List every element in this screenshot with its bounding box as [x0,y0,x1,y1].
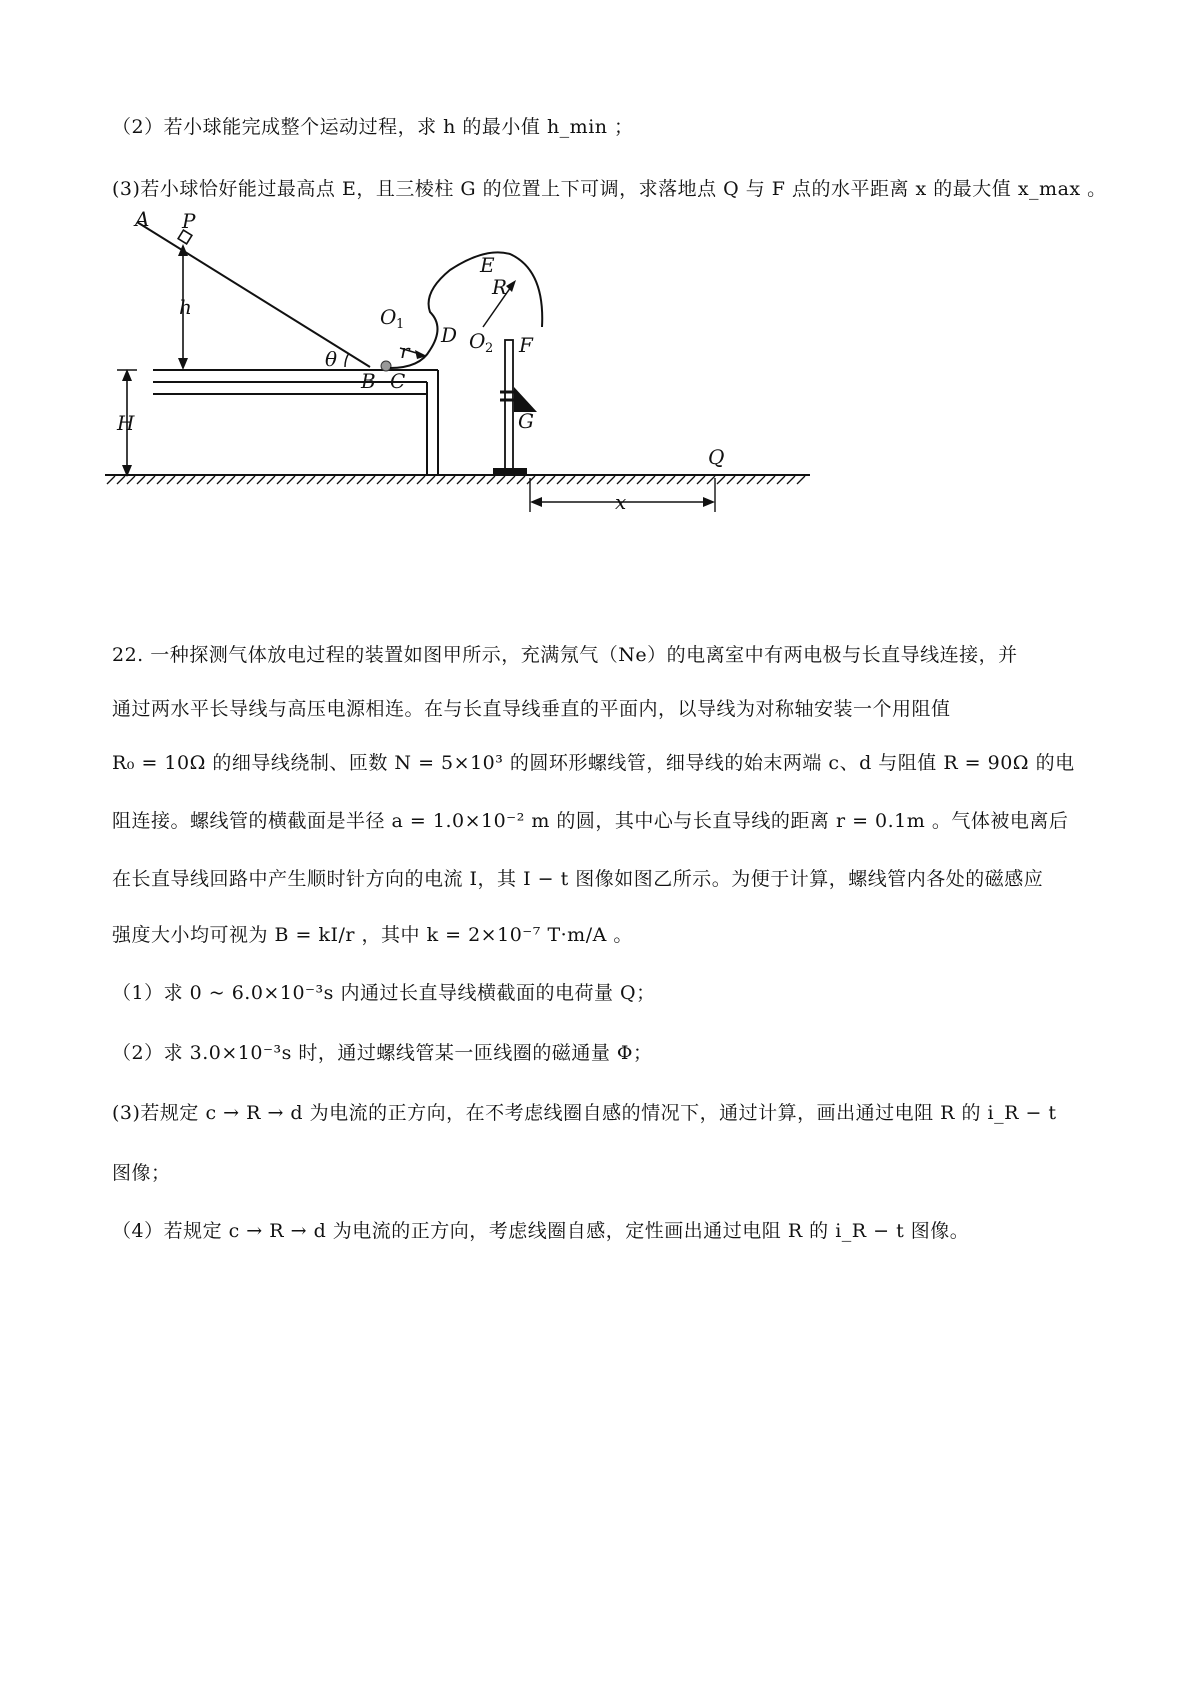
track-diagram [105,207,890,567]
label-f: F [519,333,533,357]
question-22-part-4: （4）若规定 c → R → d 为电流的正方向，考虑线圈自感，定性画出通过电阻 R 的 i_R − t 图像。 [112,1220,970,1242]
question-22-part-3: (3)若规定 c → R → d 为电流的正方向，在不考虑线圈自感的情况下，通过计算，画出通过电阻 R 的 i_R − t [112,1102,1057,1124]
label-g: G [518,409,534,433]
label-a: A [135,207,150,231]
label-r-large: R [492,275,508,299]
question-22-intro-5: 在长直导线回路中产生顺时针方向的电流 I，其 I − t 图像如图乙所示。为便于计算，螺线管内各处的磁感应 [112,868,1044,890]
label-o1: O [380,305,397,329]
question-21-part-3: (3)若小球恰好能过最高点 E，且三棱柱 G 的位置上下可调，求落地点 Q 与 F 点的水平距离 x 的最大值 x_max 。 [112,178,1107,200]
label-o2-sub: 2 [485,341,494,356]
pole-f [505,340,513,470]
question-22-part-3-cont: 图像； [112,1162,171,1184]
question-21-part-2: （2）若小球能完成整个运动过程，求 h 的最小值 h_min ； [112,116,634,138]
label-e: E [480,253,495,277]
incline-line [137,222,370,367]
label-o2: O [469,329,486,353]
question-22-intro-6: 强度大小均可视为 B = kI/r ，其中 k = 2×10⁻⁷ T·m/A 。 [112,924,633,946]
question-22-intro-4: 阻连接。螺线管的横截面是半径 a = 1.0×10⁻² m 的圆，其中心与长直导线的距离 r = 0.1m 。气体被电离后 [112,810,1069,832]
question-22-intro-1: 22. 一种探测气体放电过程的装置如图甲所示，充满氖气（Ne）的电离室中有两电极与长直导线连接，并 [112,644,1018,666]
label-H: H [117,411,135,435]
label-b: B [361,369,376,393]
label-r-small: r [400,339,410,363]
label-c: C [390,369,406,393]
label-q: Q [708,445,725,469]
label-p: P [182,209,196,233]
question-22-intro-2: 通过两水平长导线与高压电源相连。在与长直导线垂直的平面内，以导线为对称轴安装一个用阻值 [112,698,951,720]
label-theta: θ [325,347,338,371]
question-22-intro-3: R₀ = 10Ω 的细导线绕制、匝数 N = 5×10³ 的圆环形螺线管，细导线的始末两端 c、d 与阻值 R = 90Ω 的电 [112,752,1075,774]
label-d: D [441,323,458,347]
label-x: x [615,490,627,514]
label-h: h [179,295,192,319]
label-o1-sub: 1 [396,317,405,332]
question-22-part-1: （1）求 0 ~ 6.0×10⁻³s 内通过长直导线横截面的电荷量 Q； [112,982,656,1004]
question-22-part-2: （2）求 3.0×10⁻³s 时，通过螺线管某一匝线圈的磁通量 Φ； [112,1042,653,1064]
